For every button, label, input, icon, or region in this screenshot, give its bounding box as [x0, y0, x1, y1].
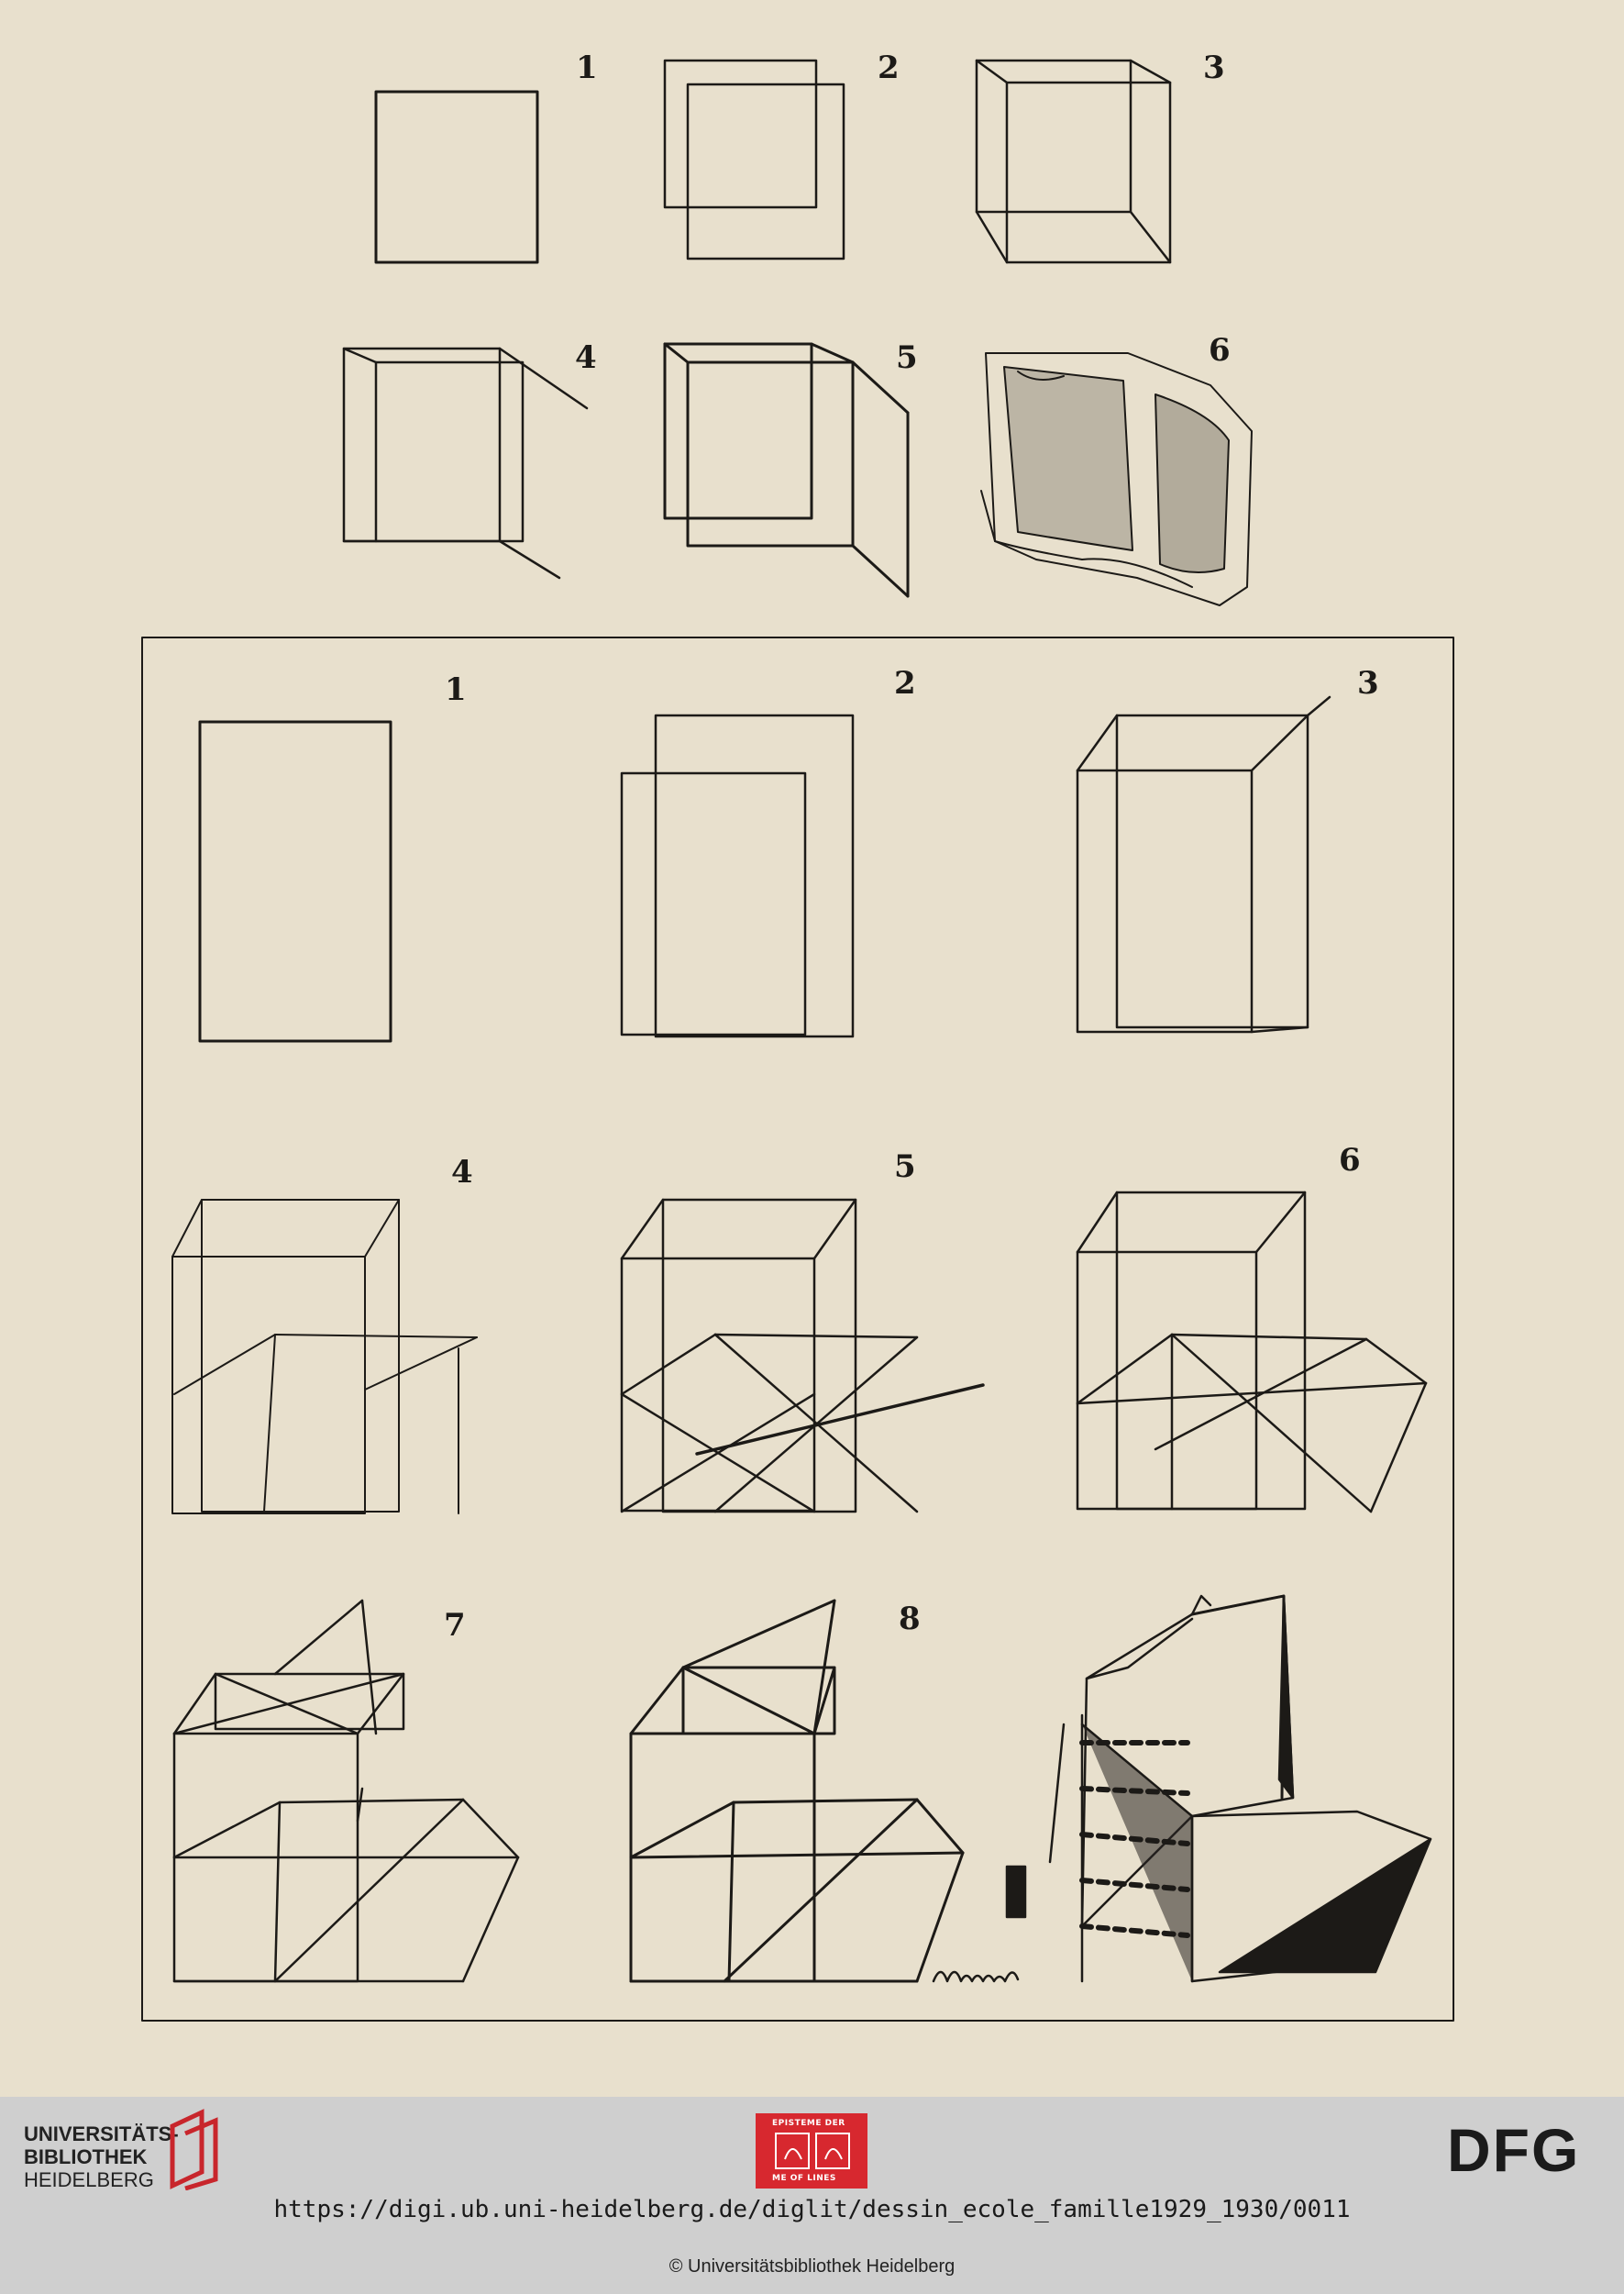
- plate-fig-4-box-construction: [172, 1200, 477, 1513]
- plate-fig-3-box: [1077, 697, 1330, 1032]
- episteme-text-top: EPISTEME DER: [772, 2119, 845, 2128]
- top-label-4: 4: [575, 339, 597, 376]
- plate-fig-2-overlapping-rectangles: [622, 715, 853, 1036]
- episteme-text-bottom: ME OF LINES: [772, 2174, 836, 2183]
- plate-label-4: 4: [451, 1154, 473, 1191]
- top-fig-6-chair-sketch: [981, 353, 1252, 605]
- top-fig-4-cube: [344, 349, 587, 578]
- top-label-1: 1: [576, 50, 598, 86]
- plate-fig-9-rendered-house: [1007, 1596, 1431, 1981]
- library-emblem-icon: [165, 2108, 229, 2190]
- plate-label-7: 7: [444, 1607, 466, 1644]
- dfg-logo[interactable]: DFG: [1447, 2116, 1581, 2184]
- plate-label-5: 5: [894, 1148, 916, 1185]
- top-label-2: 2: [878, 50, 900, 86]
- library-name-line2: BIBLIOTHEK: [24, 2145, 148, 2168]
- plate-label-1: 1: [445, 671, 467, 708]
- library-name-line3: HEIDELBERG: [24, 2168, 154, 2191]
- episteme-faces-icon: [774, 2132, 851, 2170]
- plate-label-3: 3: [1357, 665, 1379, 702]
- plate-fig-7-house-construction: [174, 1601, 518, 1981]
- top-fig-2-overlapping-squares: [665, 61, 844, 259]
- plate-label-6: 6: [1339, 1142, 1361, 1179]
- permalink-url[interactable]: https://digi.ub.uni-heidelberg.de/diglit/dessin_ecole_famille1929_1930/0011: [273, 2196, 1351, 2223]
- copyright-notice: © Universitätsbibliothek Heidelberg: [668, 2256, 956, 2277]
- top-fig-3-cube: [977, 61, 1170, 262]
- plate-fig-8-house-construction: [631, 1601, 963, 1981]
- library-name-line1: UNIVERSITÄTS-: [24, 2122, 179, 2145]
- top-label-6: 6: [1209, 332, 1231, 369]
- plate-fig-1-rectangle: [200, 722, 391, 1041]
- top-label-5: 5: [896, 339, 918, 376]
- top-fig-1-square: [376, 92, 537, 262]
- plate-fig-6-box-construction: [1077, 1192, 1426, 1512]
- top-label-3: 3: [1203, 50, 1225, 86]
- plate-label-8: 8: [899, 1601, 921, 1637]
- plate-label-2: 2: [894, 665, 916, 702]
- episteme-logo[interactable]: [756, 2113, 867, 2189]
- plate-fig-5-box-construction: [622, 1200, 983, 1512]
- top-fig-5-cube: [665, 344, 908, 596]
- artist-signature: [934, 1972, 1018, 1981]
